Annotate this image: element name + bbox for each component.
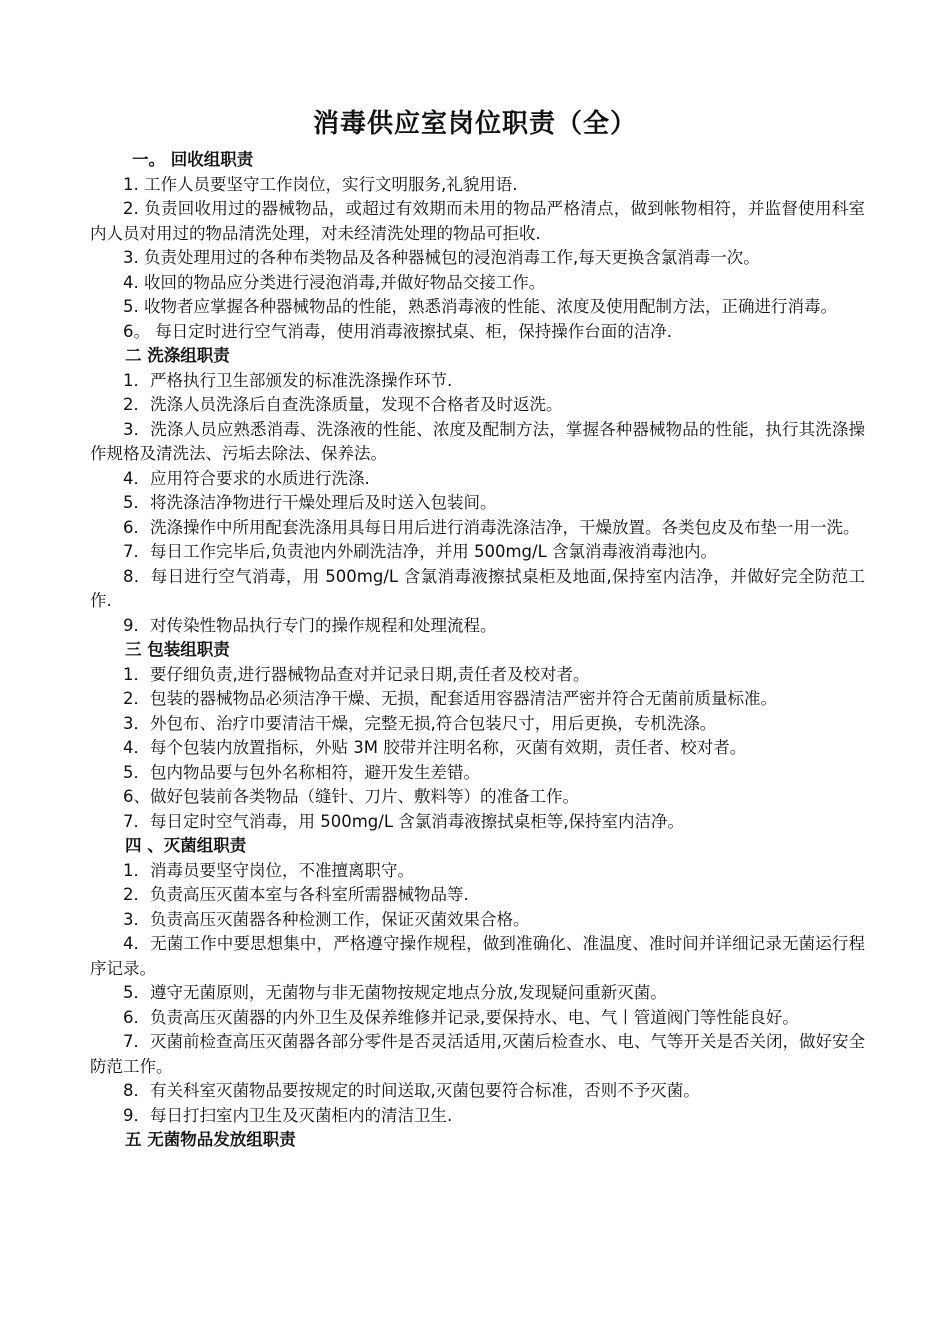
list-item: 3．洗涤人员应熟悉消毒、洗涤液的性能、浓度及配制方法，掌握各种器械物品的性能，执行其洗涤操作规格及清洗法、污垢去除法、保养法。 <box>90 419 865 463</box>
list-item: 3．负责高压灭菌器各种检测工作，保证灭菌效果合格。 <box>123 909 530 929</box>
section-heading: 二 洗涤组职责 <box>125 346 230 365</box>
list-item: 3. 负责处理用过的各种布类物品及各种器械包的浸泡消毒工作,每天更换含氯消毒一次。 <box>123 248 760 267</box>
list-item: 2．洗涤人员洗涤后自查洗涤质量，发现不合格者及时返洗。 <box>123 395 563 414</box>
list-item: 9．对传染性物品执行专门的操作规程和处理流程。 <box>123 615 497 635</box>
list-item: 2．包装的器械物品必须洁净干燥、无损，配套适用容器清洁严密并符合无菌前质量标准。 <box>123 689 777 708</box>
list-item: 2．负责高压灭菌本室与各科室所需器械物品等. <box>123 885 469 904</box>
list-item: 4．应用符合要求的水质进行洗涤. <box>123 468 370 488</box>
list-item: 6。 每日定时进行空气消毒，使用消毒液擦拭桌、柜，保持操作台面的洁净. <box>123 321 672 341</box>
list-item: 8．有关科室灭菌物品要按规定的时间送取,灭菌包要符合标准，否则不予灭菌。 <box>123 1081 700 1100</box>
section-heading: 一。 回收组职责 <box>132 150 254 169</box>
list-item: 4. 收回的物品应分类进行浸泡消毒,并做好物品交接工作。 <box>123 272 546 292</box>
section-recycling <box>90 148 865 344</box>
list-item: 8．每日进行空气消毒，用 500mg/L 含氯消毒液擦拭桌柜及地面,保持室内洁净，并做好完全防范工作. <box>90 566 865 610</box>
section-sterile-dispensing <box>90 1128 865 1153</box>
list-item: 1．要仔细负责,进行器械物品查对并记录日期,责任者及校对者。 <box>123 664 590 684</box>
list-item: 4．每个包装内放置指标，外贴 3M 胶带并注明名称，灭菌有效期，责任者、校对者。 <box>123 738 747 757</box>
list-item: 7．每日定时空气消毒，用 500mg/L 含氯消毒液擦拭桌柜等,保持室内洁净。 <box>123 811 685 831</box>
list-item: 5. 收物者应掌握各种器械物品的性能，熟悉消毒液的性能、浓度及使用配制方法，正确进行消毒。 <box>123 297 837 316</box>
list-item: 5．遵守无菌原则，无菌物与非无菌物按规定地点分放,发现疑问重新灭菌。 <box>123 983 667 1002</box>
list-item: 1．消毒员要坚守岗位，不准擅离职守。 <box>123 860 414 880</box>
section-washing <box>90 344 865 638</box>
list-item: 6．洗涤操作中所用配套洗涤用具每日用后进行消毒洗涤洁净，干燥放置。各类包皮及布垫一用一洗。 <box>123 517 860 537</box>
list-item: 1. 工作人员要坚守工作岗位，实行文明服务,礼貌用语. <box>123 174 518 194</box>
list-item: 7．每日工作完毕后,负责池内外刷洗洁净，并用 500mg/L 含氯消毒液消毒池内。 <box>123 542 718 561</box>
section-heading: 五 无菌物品发放组职责 <box>125 1130 296 1149</box>
section-packaging <box>90 638 865 834</box>
list-item: 1．严格执行卫生部颁发的标准洗涤操作环节. <box>123 370 453 390</box>
list-item: 5．包内物品要与包外名称相符，避开发生差错。 <box>123 762 480 782</box>
list-item: 2. 负责回收用过的器械物品，或超过有效期而未用的物品严格清点，做到帐物相符，并监督使用科室内人员对用过的物品清洗处理，对未经清洗处理的物品可拒收. <box>90 199 865 243</box>
list-item: 4．无菌工作中要思想集中，严格遵守操作规程，做到准确化、准温度、准时间并详细记录无菌运行程序记录。 <box>90 934 865 978</box>
list-item: 5．将洗涤洁净物进行干燥处理后及时送入包装间。 <box>123 493 497 512</box>
list-item: 9．每日打扫室内卫生及灭菌柜内的清洁卫生. <box>123 1105 453 1125</box>
list-item: 6、做好包装前各类物品（缝针、刀片、敷料等）的准备工作。 <box>123 787 579 806</box>
section-sterilization <box>90 834 865 1128</box>
document-body <box>90 148 865 1153</box>
section-heading: 四 、灭菌组职责 <box>125 836 247 855</box>
list-item: 6．负责高压灭菌器的内外卫生及保养维修并记录,要保持水、电、气丨管道阀门等性能良好。 <box>123 1007 799 1027</box>
list-item: 7．灭菌前检查高压灭菌器各部分零件是否灵活适用,灭菌后检查水、电、气等开关是否关闭，做好安全防范工作。 <box>90 1032 865 1076</box>
list-item: 3．外包布、治疗巾要清洁干燥，完整无损,符合包装尺寸，用后更换，专机洗涤。 <box>123 713 717 733</box>
page-title: 消毒供应室岗位职责（全） <box>312 109 637 139</box>
section-heading: 三 包装组职责 <box>125 640 230 659</box>
